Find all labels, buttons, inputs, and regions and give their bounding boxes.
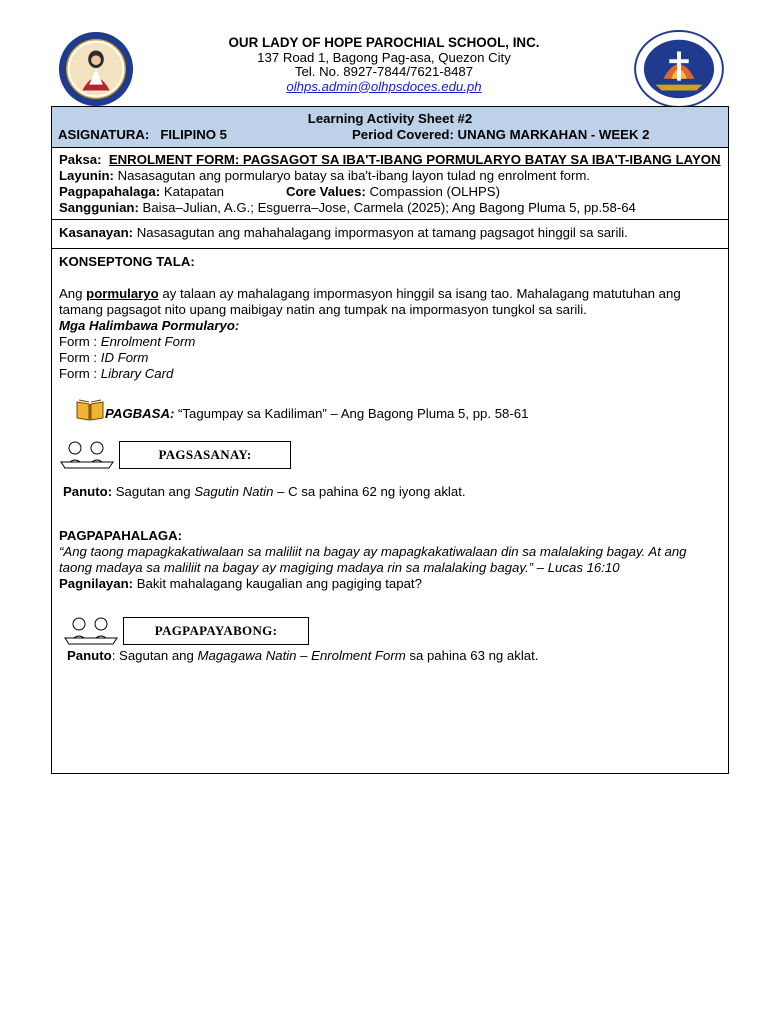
- diocese-seal-logo: [633, 30, 725, 108]
- example-item: Form : Enrolment Form: [59, 334, 196, 349]
- konsepto-heading: KONSEPTONG TALA:: [59, 254, 195, 269]
- pagbasa-row: PAGBASA: “Tagumpay sa Kadiliman” – Ang Bagong Pluma 5, pp. 58-61: [59, 398, 721, 422]
- school-email-link[interactable]: olhps.admin@olhpsdoces.edu.ph: [286, 78, 482, 94]
- pagpapayabong-panuto: Panuto: Sagutan ang Magagawa Natin – Enrolment Form sa pahina 63 ng aklat.: [67, 648, 539, 663]
- bible-quote: “Ang taong mapagkakatiwalaan sa maliliit na bagay ay mapagkakatiwalaan din sa malalaking bagay. At ang taong madaya sa maliliit na bagay ay magiging madaya rin sa malalaking bagay.” – Lucas 16:10: [59, 544, 687, 575]
- school-header: [150, 36, 618, 94]
- pagpapahalaga-line: Pagpapahalaga: Katapatan Core Values: Compassion (OLHPS): [59, 184, 500, 199]
- pagpapayabong-box: PAGPAPAYABONG:: [123, 617, 309, 645]
- school-seal-logo: [57, 30, 135, 108]
- examples-list: [59, 334, 721, 382]
- pagsasanay-box: PAGSASANAY:: [119, 441, 291, 469]
- pagsasanay-row: [59, 440, 721, 470]
- activity-sheet-frame: [51, 106, 729, 774]
- examples-heading: Mga Halimbawa Pormularyo:: [59, 318, 240, 333]
- reading-kids-icon: [63, 616, 119, 646]
- reading-kids-icon: [59, 440, 115, 470]
- school-tel: Tel. No. 8927-7844/7621-8487: [294, 64, 474, 79]
- kasanayan-section: Kasanayan: Nasasagutan ang mahahalagang impormasyon at tamang pagsagot hinggil sa sarili.: [52, 220, 728, 249]
- sanggunian-line: Sanggunian: Baisa–Julian, A.G.; Esguerra–Jose, Carmela (2025); Ang Bagong Pluma 5, pp.58-64: [59, 200, 636, 215]
- period-line: Period Covered: UNANG MARKAHAN - WEEK 2: [352, 127, 650, 142]
- pagnilayan-line: Pagnilayan: Bakit mahalagang kaugalian ang pagiging tapat?: [59, 576, 422, 591]
- pagpapahalaga-heading: PAGPAPAHALAGA:: [59, 528, 183, 543]
- pagpapayabong-row: [59, 616, 721, 646]
- info-section: [52, 148, 728, 220]
- paksa-line: Paksa: ENROLMENT FORM: PAGSAGOT SA IBA'T-IBANG PORMULARYO BATAY SA IBA'T-IBANG LAYON: [59, 152, 721, 167]
- example-item: Form : ID Form: [59, 350, 149, 365]
- sheet-title: Learning Activity Sheet #2: [307, 111, 473, 126]
- school-name: OUR LADY OF HOPE PAROCHIAL SCHOOL, INC.: [228, 35, 540, 50]
- example-item: Form : Library Card: [59, 366, 174, 381]
- layunin-line: Layunin: Nasasagutan ang pormularyo batay sa iba't-ibang layon tulad ng enrolment form.: [59, 168, 591, 183]
- pagsasanay-panuto: Panuto: Sagutan ang Sagutin Natin – C sa pahina 62 ng iyong aklat.: [63, 484, 466, 499]
- book-icon: [75, 398, 105, 422]
- asignatura-line: ASIGNATURA: FILIPINO 5: [58, 127, 228, 142]
- konsepto-intro: Ang pormularyo ay talaan ay mahalagang impormasyon hinggil sa isang tao. Mahalagang matutuhan ang tamang pagsagot nito upang maibigay natin ang tumpak na impormasyon tungkol sa sarili.: [59, 286, 681, 317]
- sheet-title-band: [52, 107, 728, 148]
- konsepto-section: [52, 249, 728, 667]
- school-address: 137 Road 1, Bagong Pag-asa, Quezon City: [257, 49, 511, 65]
